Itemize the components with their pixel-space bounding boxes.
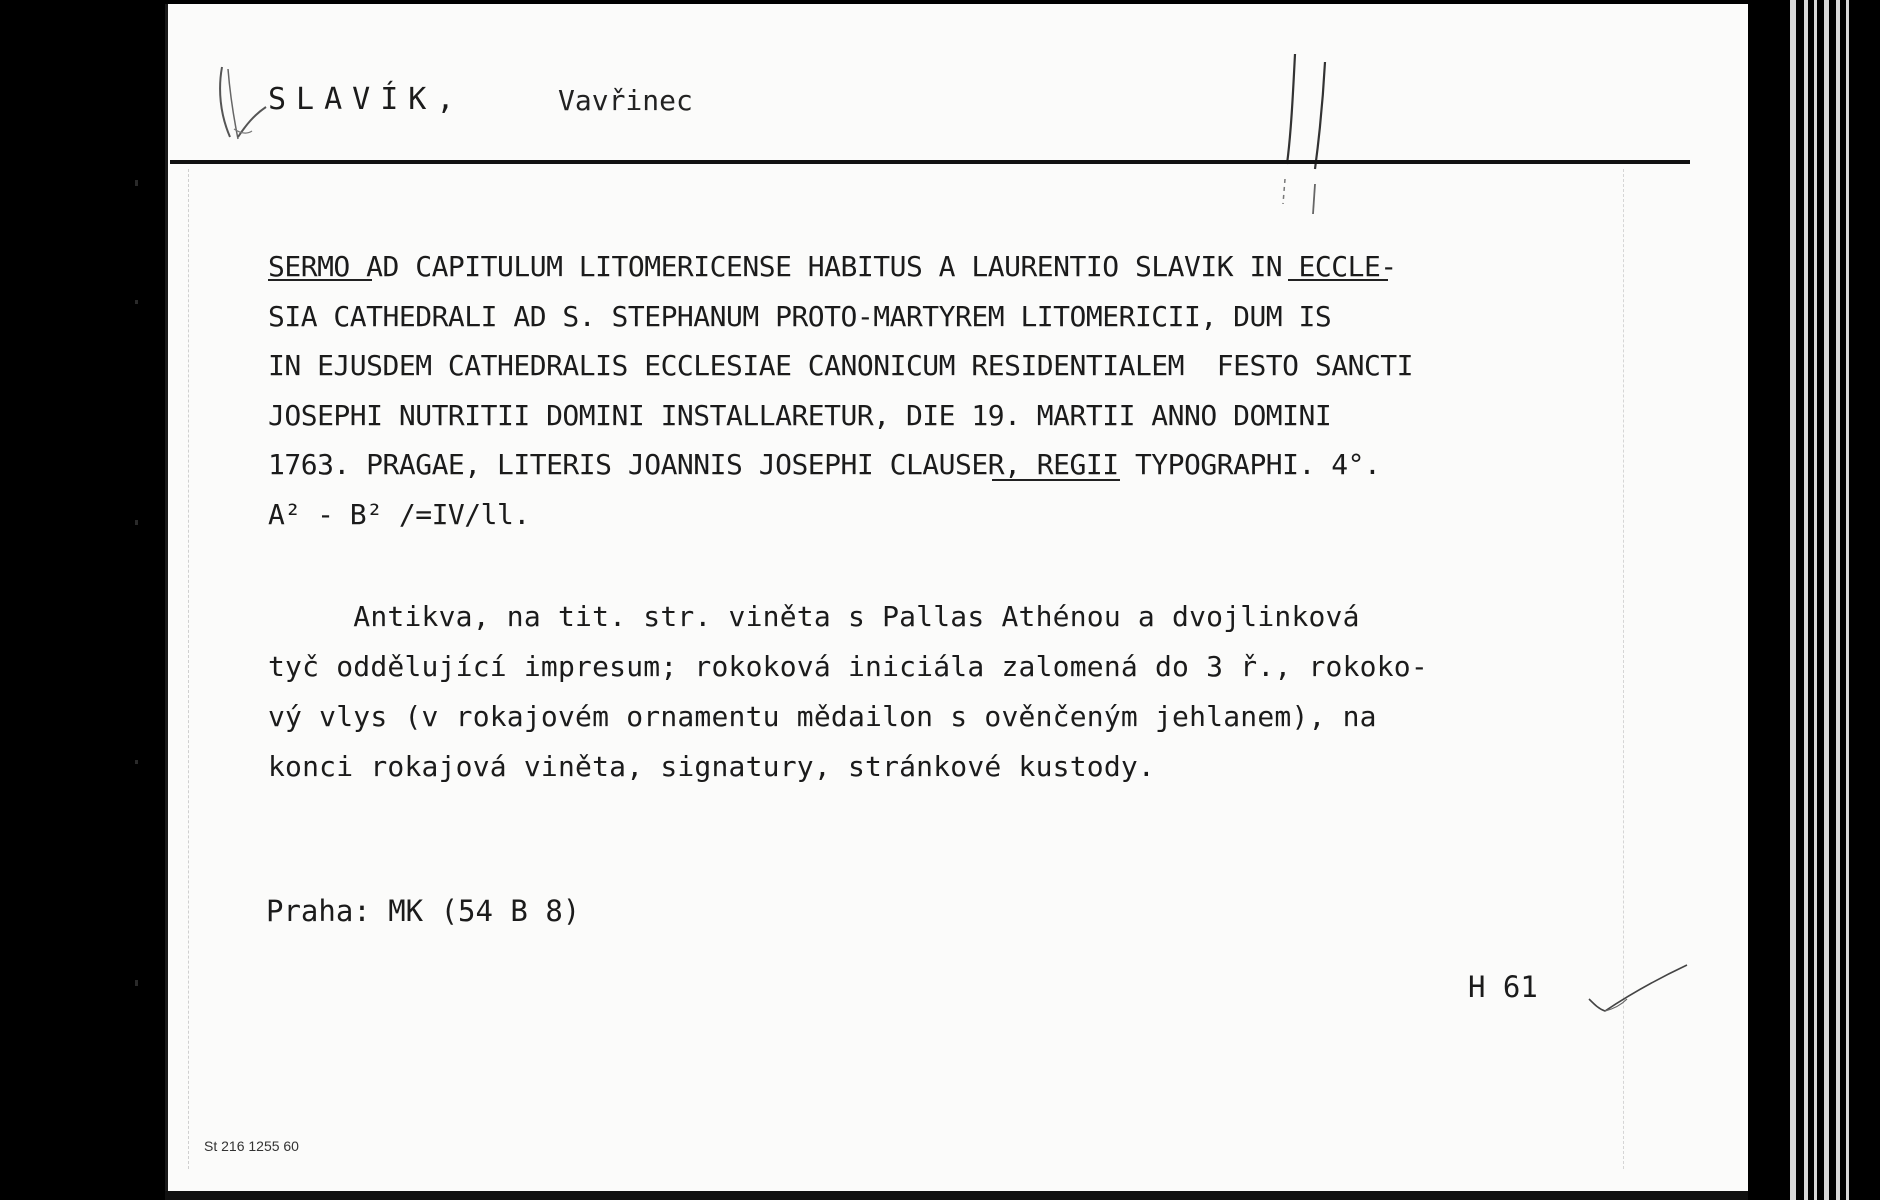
description-line: tyč oddělující impresum; rokoková iniciála zalomená do 3 ř., rokoko- <box>268 650 1428 683</box>
shelfmark: H 61 <box>1468 970 1538 1004</box>
author-given-name: Vavřinec <box>558 84 693 117</box>
card-margin-line-left <box>188 169 190 1169</box>
description-line: vý vlys (v rokajovém ornamentu mědailon s ověnčeným jehlanem), na <box>268 700 1377 733</box>
title-line: IN EJUSDEM CATHEDRALIS ECCLESIAE CANONICUM RESIDENTIALEM FESTO SANCTI <box>268 349 1414 382</box>
title-line: A² - B² /=IV/ll. <box>268 497 530 531</box>
film-edge-stripe <box>1804 0 1808 1200</box>
holding-location: Praha: MK (54 B 8) <box>266 894 581 928</box>
handwritten-check-mark <box>1583 959 1693 1019</box>
author-surname: SLAVÍK, <box>268 82 465 117</box>
description-line: konci rokajová viněta, signatury, stránkové kustody. <box>268 750 1155 783</box>
gutter-speck <box>135 760 138 764</box>
gutter-speck <box>135 980 138 986</box>
card-bottom-edge <box>165 1191 1748 1200</box>
card-form-number: St 216 1255 60 <box>204 1138 299 1154</box>
catalog-card <box>165 4 1748 1191</box>
left-film-gutter <box>0 0 165 1200</box>
physical-description <box>268 592 1688 792</box>
title-line: SERMO AD CAPITULUM LITOMERICENSE HABITUS A LAURENTIO SLAVIK IN ECCLE- <box>268 250 1397 283</box>
heading-divider <box>170 160 1690 164</box>
film-edge-stripe <box>1846 0 1849 1200</box>
title-line: 1763. PRAGAE, LITERIS JOANNIS JOSEPHI CLAUSER, REGII TYPOGRAPHI. 4°. <box>268 448 1381 481</box>
title-line: JOSEPHI NUTRITII DOMINI INSTALLARETUR, DIE 19. MARTII ANNO DOMINI <box>268 398 1332 432</box>
film-edge-stripe <box>1824 0 1829 1200</box>
description-line: Antikva, na tit. str. viněta s Pallas Athénou a dvojlinková <box>268 600 1360 633</box>
right-film-edge <box>1748 0 1880 1200</box>
film-edge-stripe <box>1836 0 1840 1200</box>
film-edge-stripe <box>1790 0 1796 1200</box>
gutter-speck <box>135 520 138 525</box>
title-line: SIA CATHEDRALI AD S. STEPHANUM PROTO-MARTYREM LITOMERICII, DUM IS <box>268 299 1332 333</box>
gutter-speck <box>135 180 138 186</box>
title-underlines <box>268 274 1418 494</box>
gutter-speck <box>135 300 138 304</box>
film-edge-stripe <box>1814 0 1817 1200</box>
handwritten-strokes-right <box>1273 44 1363 224</box>
